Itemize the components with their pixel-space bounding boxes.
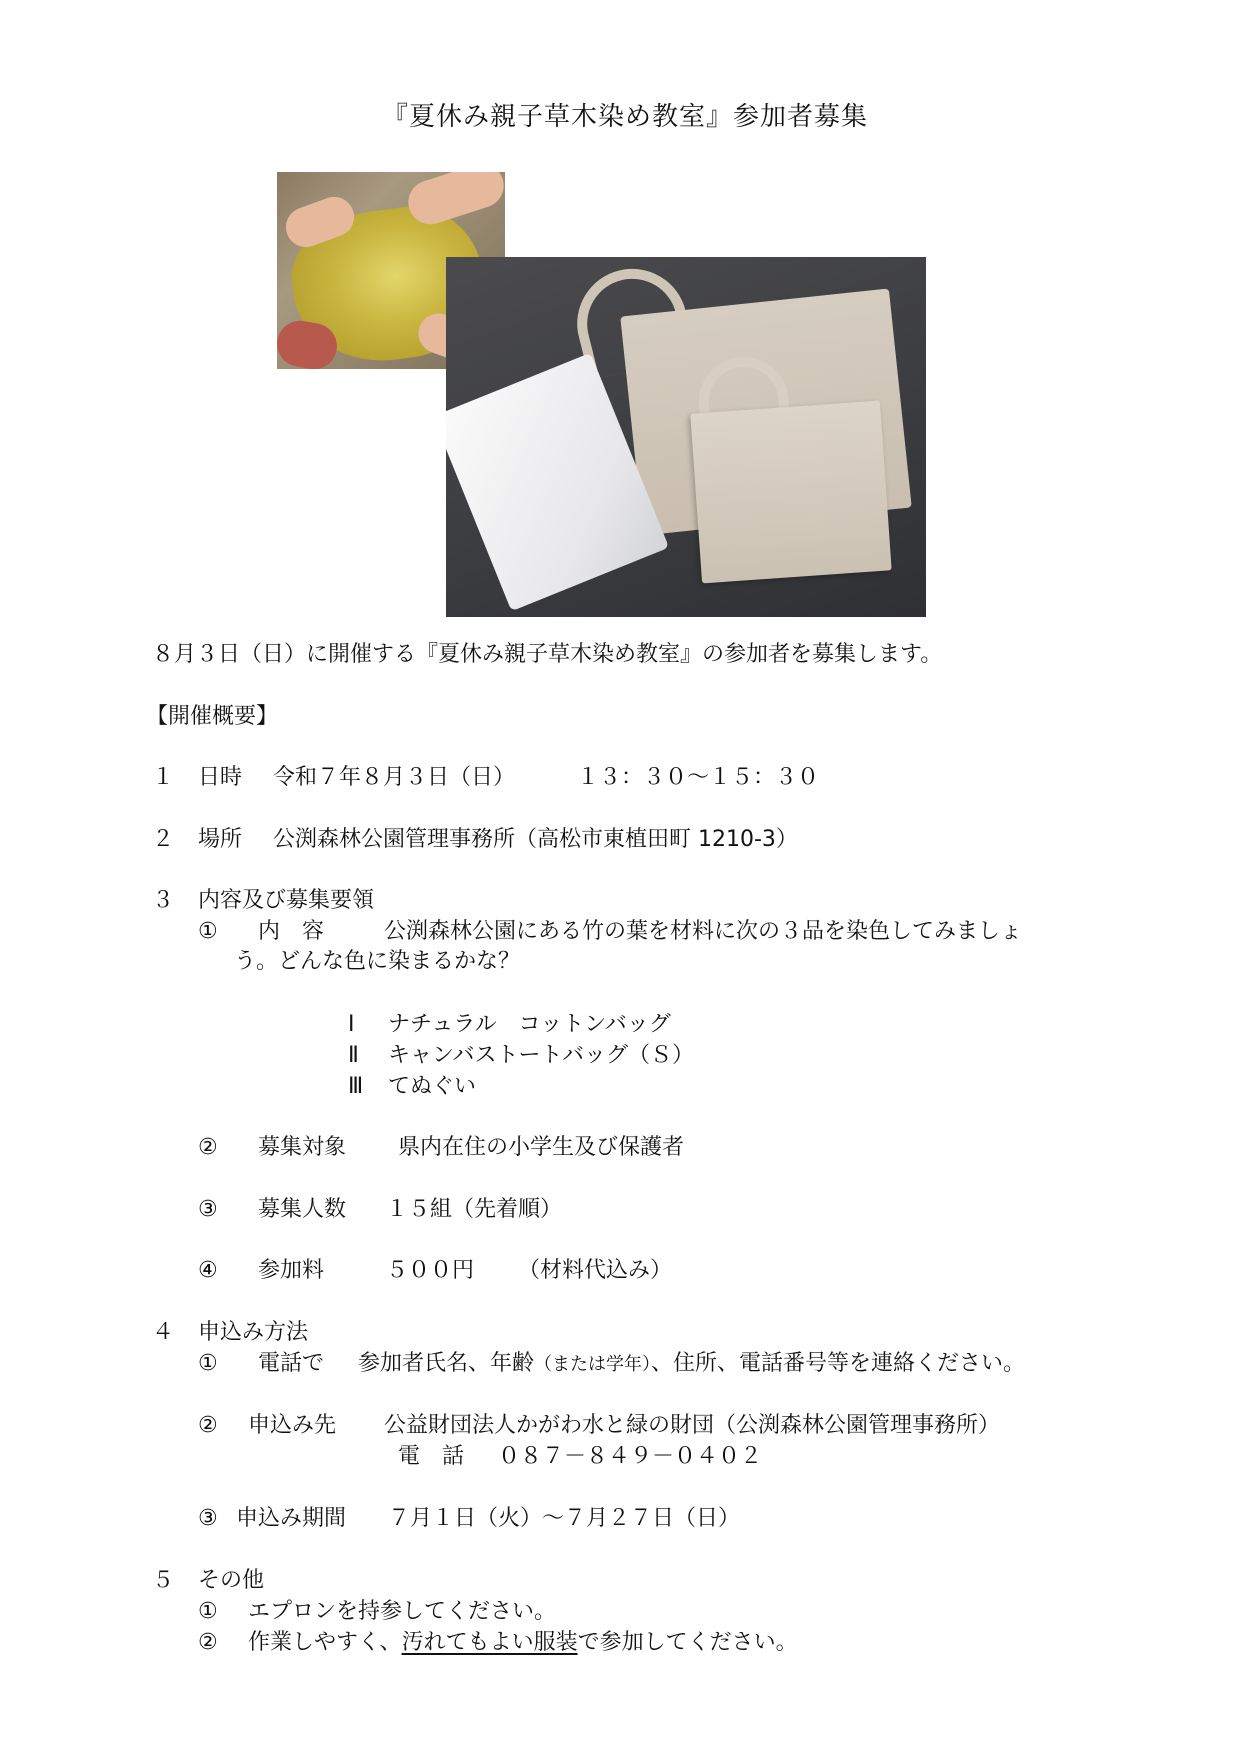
apply-period-mark: ③	[198, 1506, 218, 1531]
product-mark: Ⅱ	[348, 1043, 359, 1068]
product-name: てぬぐい	[388, 1074, 477, 1099]
target-value: 県内在住の小学生及び保護者	[398, 1135, 685, 1160]
content-item-label: 内 容	[258, 919, 325, 944]
apply-to-mark: ②	[198, 1413, 218, 1438]
product-name: ナチュラル コットンバッグ	[388, 1012, 671, 1037]
apply-phone-mark: ①	[198, 1351, 218, 1376]
apply-phone-instructions	[358, 1349, 1025, 1380]
section-3-label: 内容及び募集要領	[198, 888, 375, 913]
section-2-label: 場所	[198, 827, 243, 852]
product-mark: Ⅰ	[348, 1012, 355, 1037]
apply-phone-label: 電話で	[258, 1351, 325, 1376]
section-1-label: 日時	[198, 765, 243, 790]
capacity-mark: ③	[198, 1197, 218, 1222]
apply-to-org: 公益財団法人かがわ水と緑の財団（公渕森林公園管理事務所）	[384, 1413, 1001, 1438]
content-item-mark: ①	[198, 919, 218, 944]
target-mark: ②	[198, 1135, 218, 1160]
section-1-number: １	[152, 765, 175, 790]
canvas-tote-shape	[690, 401, 891, 584]
page-title: 『夏休み親子草木染め教室』参加者募集	[382, 102, 869, 132]
other-item-2-mark: ②	[198, 1630, 218, 1655]
capacity-label: 募集人数	[258, 1197, 347, 1222]
other-item-1-mark: ①	[198, 1599, 218, 1624]
apply-phone-text-b: 、住所、電話番号等を連絡ください。	[651, 1351, 1026, 1376]
section-1-time: １３：３０～１５：３０	[577, 765, 820, 790]
apply-to-label: 申込み先	[248, 1413, 337, 1438]
product-name: キャンバストートバッグ（Ｓ）	[388, 1043, 695, 1068]
fee-note: （材料代込み）	[518, 1258, 673, 1283]
apply-phone-text-a: 参加者氏名、年齢	[358, 1351, 535, 1376]
section-4-number: ４	[152, 1320, 175, 1345]
fee-mark: ④	[198, 1258, 218, 1283]
section-4-label: 申込み方法	[198, 1320, 309, 1345]
target-label: 募集対象	[258, 1135, 347, 1160]
content-item-text-line1: 公渕森林公園にある竹の葉を材料に次の３品を染色してみましょ	[384, 919, 1023, 944]
section-2-place: 公渕森林公園管理事務所（高松市東植田町 1210-3）	[273, 827, 798, 852]
apply-period-value: ７月１日（火）～７月２７日（日）	[388, 1506, 741, 1531]
fee-label: 参加料	[258, 1258, 325, 1283]
overview-heading: 【開催概要】	[146, 704, 279, 729]
tote-bags-and-towel-photo	[446, 257, 926, 617]
apply-period-label: 申込み期間	[236, 1506, 347, 1531]
intro-text: ８月３日（日）に開催する『夏休み親子草木染め教室』の参加者を募集します。	[152, 642, 943, 667]
section-5-label: その他	[198, 1568, 265, 1593]
other-item-1-text: エプロンを持参してください。	[248, 1599, 557, 1624]
other-item-2-underlined: 汚れてもよい服装	[401, 1630, 578, 1655]
other-item-2-text	[248, 1628, 798, 1658]
content-item-text-line2: う。どんな色に染まるかな？	[234, 949, 521, 974]
apply-phone-text-small: （または学年）	[534, 1354, 652, 1375]
other-item-2-text-a: 作業しやすく、	[248, 1630, 402, 1655]
fee-value: ５００円	[386, 1258, 475, 1283]
apply-phone-number: ０８７－８４９－０４０２	[498, 1444, 763, 1469]
capacity-value: １５組（先着順）	[386, 1197, 563, 1222]
section-1-date: 令和７年８月３日（日）	[273, 765, 516, 790]
product-mark: Ⅲ	[348, 1074, 364, 1099]
section-2-number: ２	[152, 827, 175, 852]
apply-phone-number-label: 電 話	[398, 1444, 465, 1469]
other-item-2-text-b: で参加してください。	[577, 1630, 798, 1655]
section-5-number: ５	[152, 1568, 175, 1593]
section-3-number: ３	[152, 888, 175, 913]
